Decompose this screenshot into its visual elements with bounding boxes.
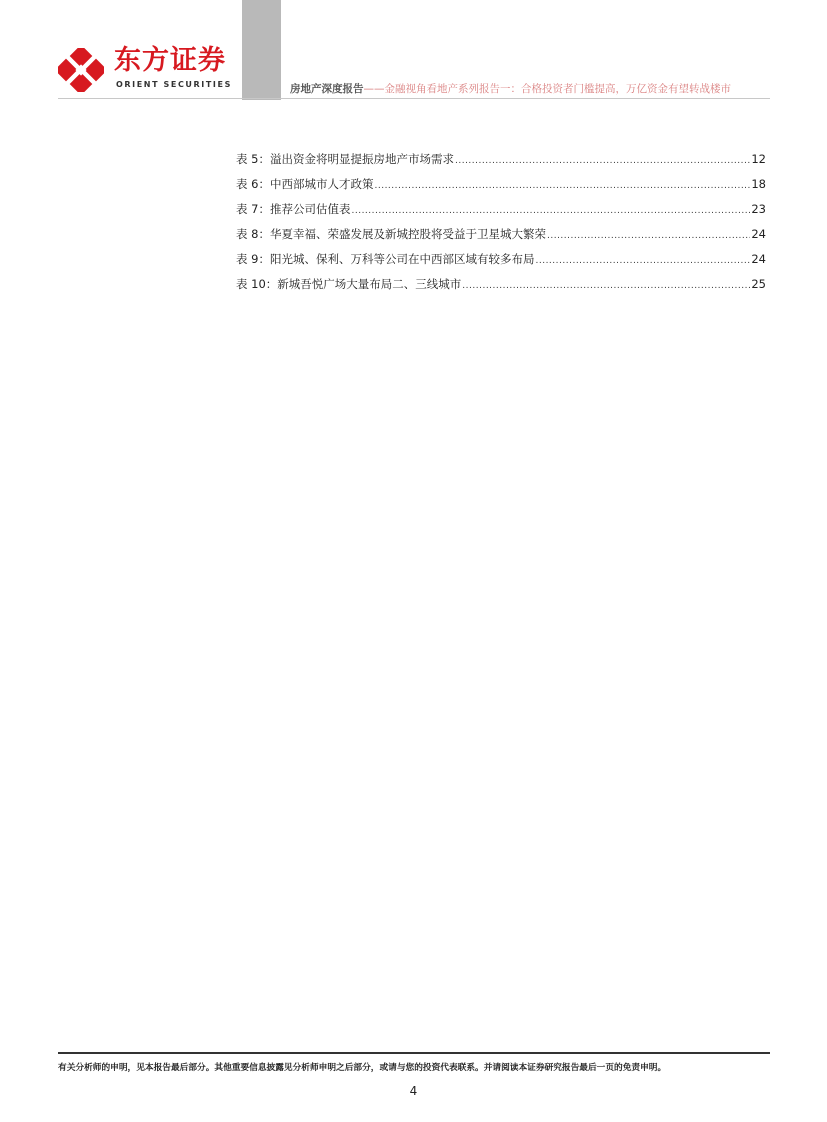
toc-entry[interactable] (236, 251, 766, 276)
footer-disclaimer: 有关分析师的申明，见本报告最后部分。其他重要信息披露见分析师申明之后部分，或请与您的投资代表联系。并请阅读本证券研究报告最后一页的免责申明。 (58, 1063, 667, 1073)
toc-title: 中西部城市人才政策 (269, 177, 374, 191)
toc-page-number: 24 (751, 252, 766, 266)
report-header (290, 82, 731, 96)
toc-label: 表 10： (236, 277, 278, 291)
orient-logo-icon (58, 48, 104, 92)
toc-title: 华夏幸福、荣盛发展及新城控股将受益于卫星城大繁荣 (269, 227, 546, 241)
toc-label: 表 6： (236, 177, 270, 191)
header-gray-tab (242, 0, 281, 100)
toc-page-number: 23 (751, 202, 766, 216)
toc-leader (547, 231, 750, 241)
toc-page-number: 18 (751, 177, 766, 191)
company-logo (58, 44, 232, 94)
toc-label: 表 5： (236, 152, 270, 166)
toc-label: 表 8： (236, 227, 270, 241)
toc-page-number: 12 (751, 152, 766, 166)
page-number: 4 (409, 1084, 418, 1098)
toc-leader (351, 206, 750, 216)
logo-english-name: ORIENT SECURITIES (116, 80, 232, 89)
toc-page-number: 25 (751, 277, 766, 291)
toc-title: 推荐公司估值表 (269, 202, 351, 216)
header-divider (58, 98, 770, 99)
toc-title: 阳光城、保利、万科等公司在中西部区域有较多布局 (269, 252, 535, 266)
toc-entry[interactable] (236, 151, 766, 176)
toc-page-number: 24 (751, 227, 766, 241)
toc-leader (535, 256, 750, 266)
toc-title: 溢出资金将明显提振房地产市场需求 (269, 152, 454, 166)
report-title: ——金融视角看地产系列报告一：合格投资者门槛提高，万亿资金有望转战楼市 (363, 83, 731, 95)
logo-chinese-name: 东方证券 (114, 45, 226, 76)
toc-leader (455, 156, 750, 166)
footer-divider (58, 1052, 770, 1054)
toc-label: 表 7： (236, 202, 270, 216)
toc-title: 新城吾悦广场大量布局二、三线城市 (277, 277, 462, 291)
toc-entry[interactable] (236, 201, 766, 226)
toc-entry[interactable] (236, 276, 766, 301)
toc-entry[interactable] (236, 176, 766, 201)
toc-entry[interactable] (236, 226, 766, 251)
toc-leader (374, 181, 750, 191)
toc-label: 表 9： (236, 252, 270, 266)
table-of-contents (236, 151, 766, 301)
report-category: 房地产深度报告 (290, 83, 364, 95)
toc-leader (462, 281, 750, 291)
